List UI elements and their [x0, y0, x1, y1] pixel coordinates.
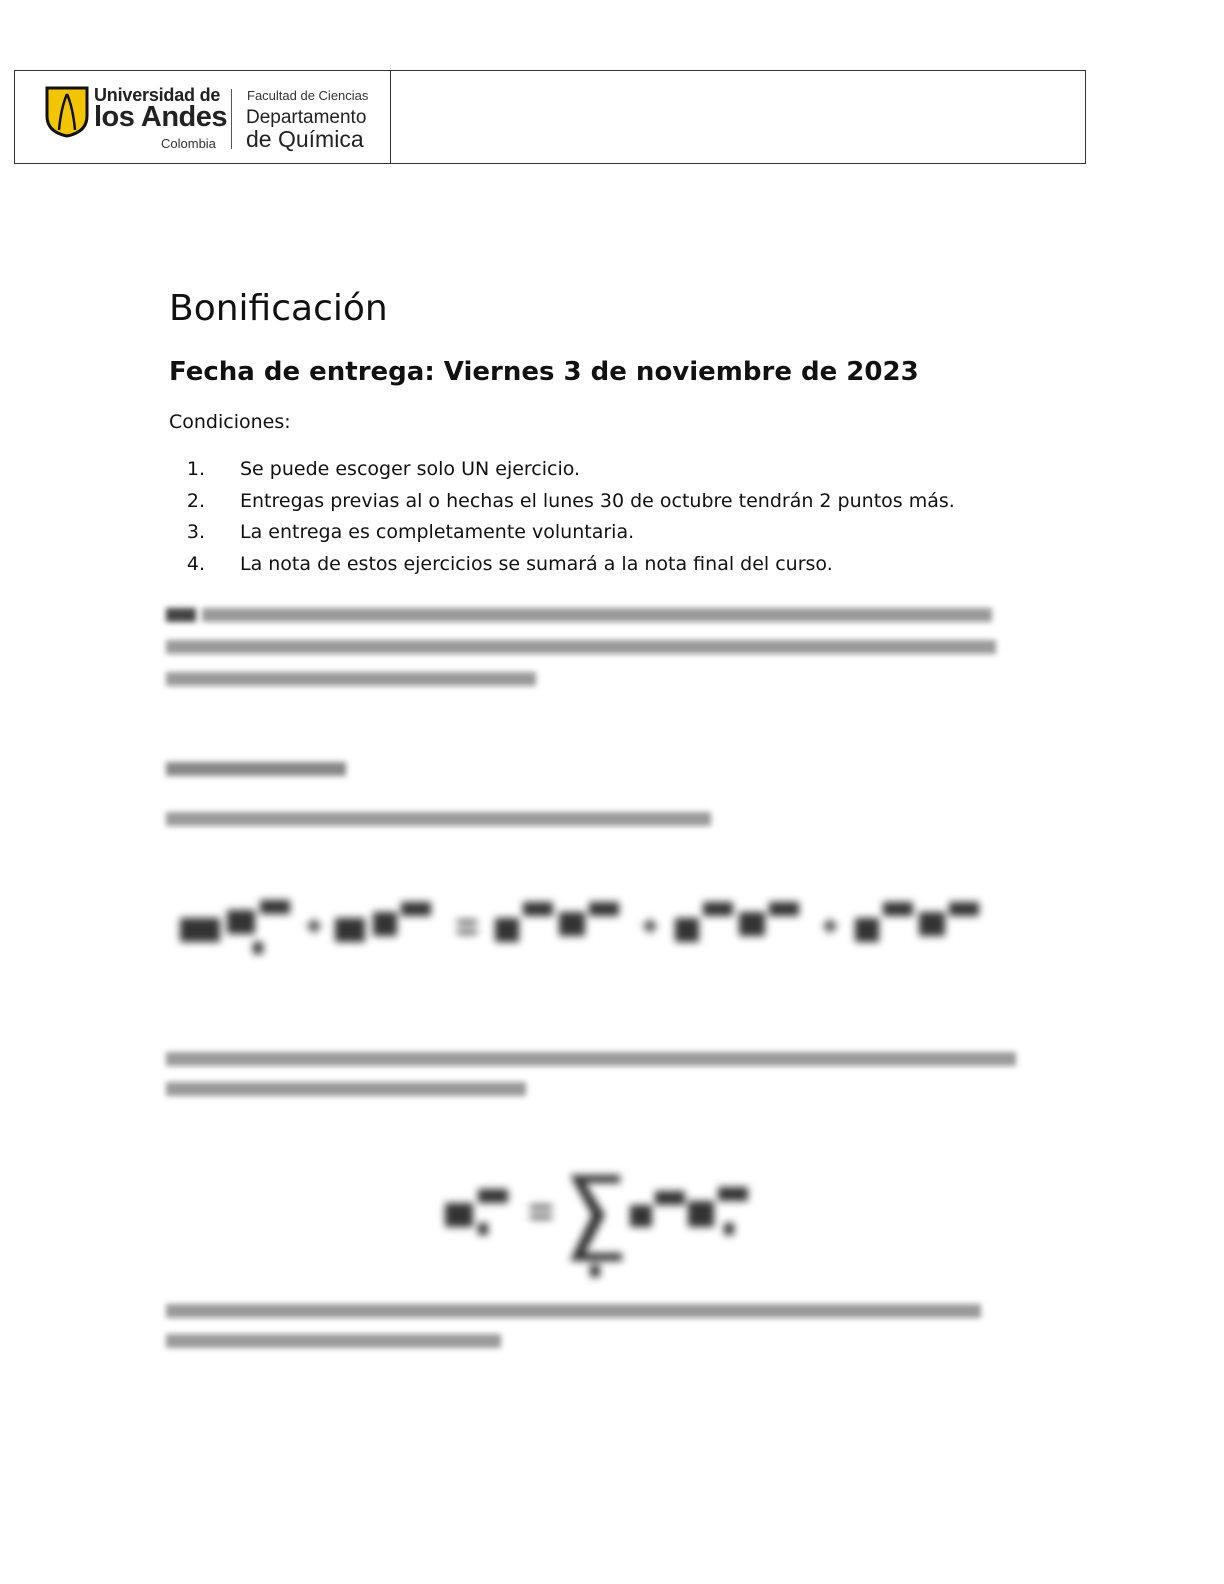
header-empty-cell	[391, 71, 1085, 163]
department-line2: de Química	[246, 126, 364, 152]
document-body	[169, 282, 1069, 580]
list-item: 3. La entrega es completamente voluntaria.	[186, 521, 635, 543]
blurred-exercise-text	[166, 806, 726, 832]
list-item: 1. Se puede escoger solo UN ejercicio.	[186, 458, 581, 480]
blurred-equation-1	[175, 890, 1055, 970]
university-name-line2: los Andes	[94, 101, 228, 133]
university-country: Colombia	[161, 136, 216, 151]
university-name-line1: Universidad de	[94, 85, 221, 105]
logo-cell	[15, 71, 391, 163]
blurred-exercise-title	[166, 756, 356, 782]
list-item: 2. Entregas previas al o hechas el lunes 30 de octubre tendrán 2 puntos más.	[186, 489, 955, 512]
document-title: Bonificación	[169, 288, 388, 329]
blurred-note-paragraph	[166, 600, 1006, 696]
due-date: Fecha de entrega: Viernes 3 de noviembre de 2023	[169, 357, 919, 387]
conditions-list	[169, 454, 1069, 580]
logo-divider	[231, 89, 232, 149]
document-header	[14, 70, 1086, 164]
department-line1: Departamento	[246, 107, 367, 128]
blurred-equation-2	[440, 1165, 780, 1285]
faculty-name: Facultad de Ciencias	[247, 88, 369, 103]
conditions-label: Condiciones:	[169, 411, 291, 433]
blurred-paragraph-3	[166, 1296, 996, 1358]
blurred-paragraph-2	[166, 1044, 1026, 1106]
list-item: 4. La nota de estos ejercicios se sumará a la nota final del curso.	[186, 552, 833, 575]
university-shield-icon	[45, 86, 89, 138]
